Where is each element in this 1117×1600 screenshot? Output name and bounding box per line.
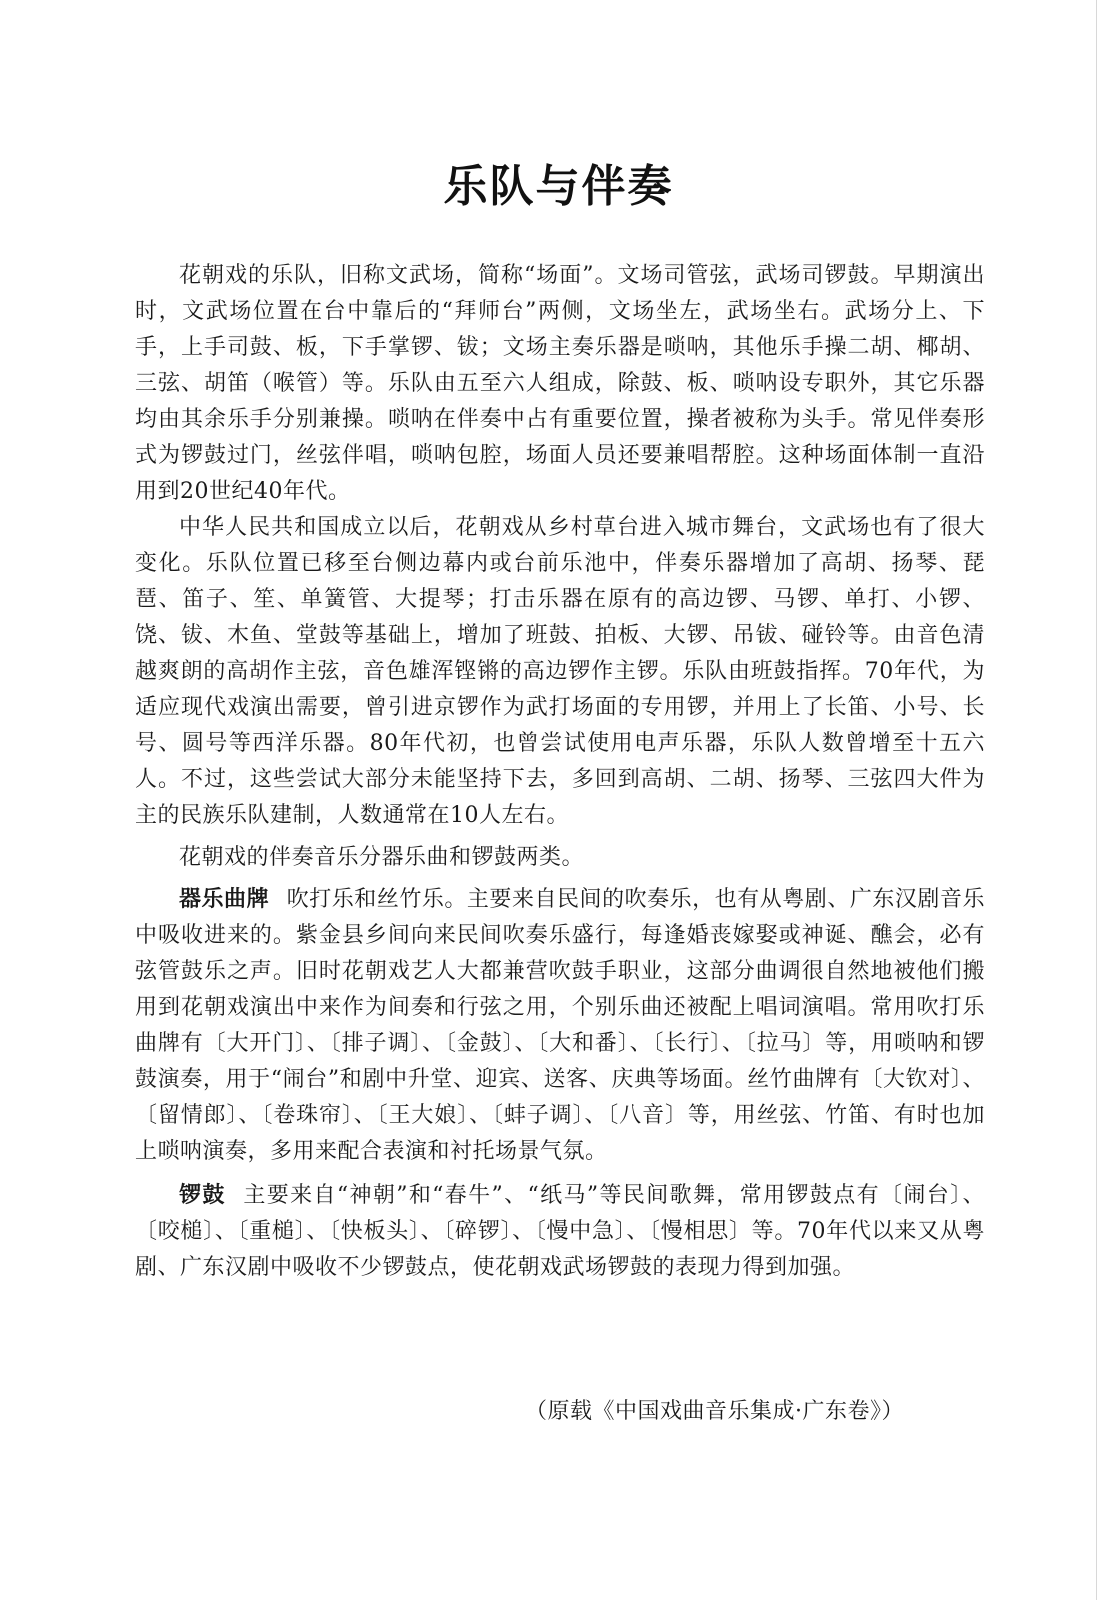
paragraph-modern-band: 中华人民共和国成立以后，花朝戏从乡村草台进入城市舞台，文武场也有了很大变化。乐队位置已移至台侧边幕内或台前乐池中，伴奏乐器增加了高胡、扬琴、琵琶、笛子、笙、单簧管、大提琴；打击乐器在原有的高边锣、马锣、单打、小锣、饶、钹、木鱼、堂鼓等基础上，增加了班鼓、拍板、大锣、吊钹、碰铃等。由音色清越爽朗的高胡作主弦，音色雄浑铿锵的高边锣作主锣。乐队由班鼓指挥。70年代，为适应现代戏演出需要，曾引进京锣作为武打场面的专用锣，并用上了长笛、小号、长号、圆号等西洋乐器。80年代初，也曾尝试使用电声乐器，乐队人数曾增至十五六人。不过，这些尝试大部分未能坚持下去，多回到高胡、二胡、扬琴、三弦四大件为主的民族乐队建制，人数通常在10人左右。 xyxy=(135,515,985,828)
paragraph-history: 花朝戏的乐队，旧称文武场，简称“场面”。文场司管弦，武场司锣鼓。早期演出时，文武场位置在台中靠后的“拜师台”两侧，文场坐左，武场坐右。武场分上、下手，上手司鼓、板，下手掌锣、钹；文场主奏乐器是唢呐，其他乐手操二胡、椰胡、三弦、胡笛（喉管）等。乐队由五至六人组成，除鼓、板、唢呐设专职外，其它乐器均由其余乐手分别兼操。唢呐在伴奏中占有重要位置，操者被称为头手。常见伴奏形式为锣鼓过门，丝弦伴唱，唢呐包腔，场面人员还要兼唱帮腔。这种场面体制一直沿用到20世纪40年代。 xyxy=(135,263,985,504)
section-heading: 锣鼓 xyxy=(179,1183,226,1208)
page-edge-line xyxy=(1096,0,1097,1600)
page-title: 乐队与伴奏 xyxy=(443,161,674,212)
paragraph-categories: 花朝戏的伴奏音乐分器乐曲和锣鼓两类。 xyxy=(179,845,585,870)
section-text: 吹打乐和丝竹乐。主要来自民间的吹奏乐，也有从粤剧、广东汉剧音乐中吸收进来的。紫金县乡间向来民间吹奏乐盛行，每逢婚丧嫁娶或神诞、醮会，必有弦管鼓乐之声。旧时花朝戏艺人大都兼营吹鼓手职业，这部分曲调很自然地被他们搬用到花朝戏演出中来作为间奏和行弦之用，个别乐曲还被配上唱词演唱。常用吹打乐曲牌有〔大开门〕、〔排子调〕、〔金鼓〕、〔大和番〕、〔长行〕、〔拉马〕等，用唢呐和锣鼓演奏，用于“闹台”和剧中升堂、迎宾、送客、庆典等场面。丝竹曲牌有〔大钦对〕、〔留情郎〕、〔卷珠帘〕、〔王大娘〕、〔蚌子调〕、〔八音〕等，用丝弦、竹笛、有时也加上唢呐演奏，多用来配合表演和衬托场景气氛。 xyxy=(135,887,985,1164)
section-instrumental xyxy=(135,882,985,1170)
source-citation: （原载《中国戏曲音乐集成·广东卷》） xyxy=(525,1399,904,1424)
section-heading: 器乐曲牌 xyxy=(179,887,270,912)
article-body xyxy=(135,258,985,1286)
section-text: 主要来自“神朝”和“春牛”、“纸马”等民间歌舞，常用锣鼓点有〔闹台〕、〔咬槌〕、〔重槌〕、〔快板头〕、〔碎锣〕、〔慢中急〕、〔慢相思〕等。70年代以来又从粤剧、广东汉剧中吸收不少锣鼓点，使花朝戏武场锣鼓的表现力得到加强。 xyxy=(135,1183,985,1280)
section-gongs-drums xyxy=(135,1178,985,1286)
